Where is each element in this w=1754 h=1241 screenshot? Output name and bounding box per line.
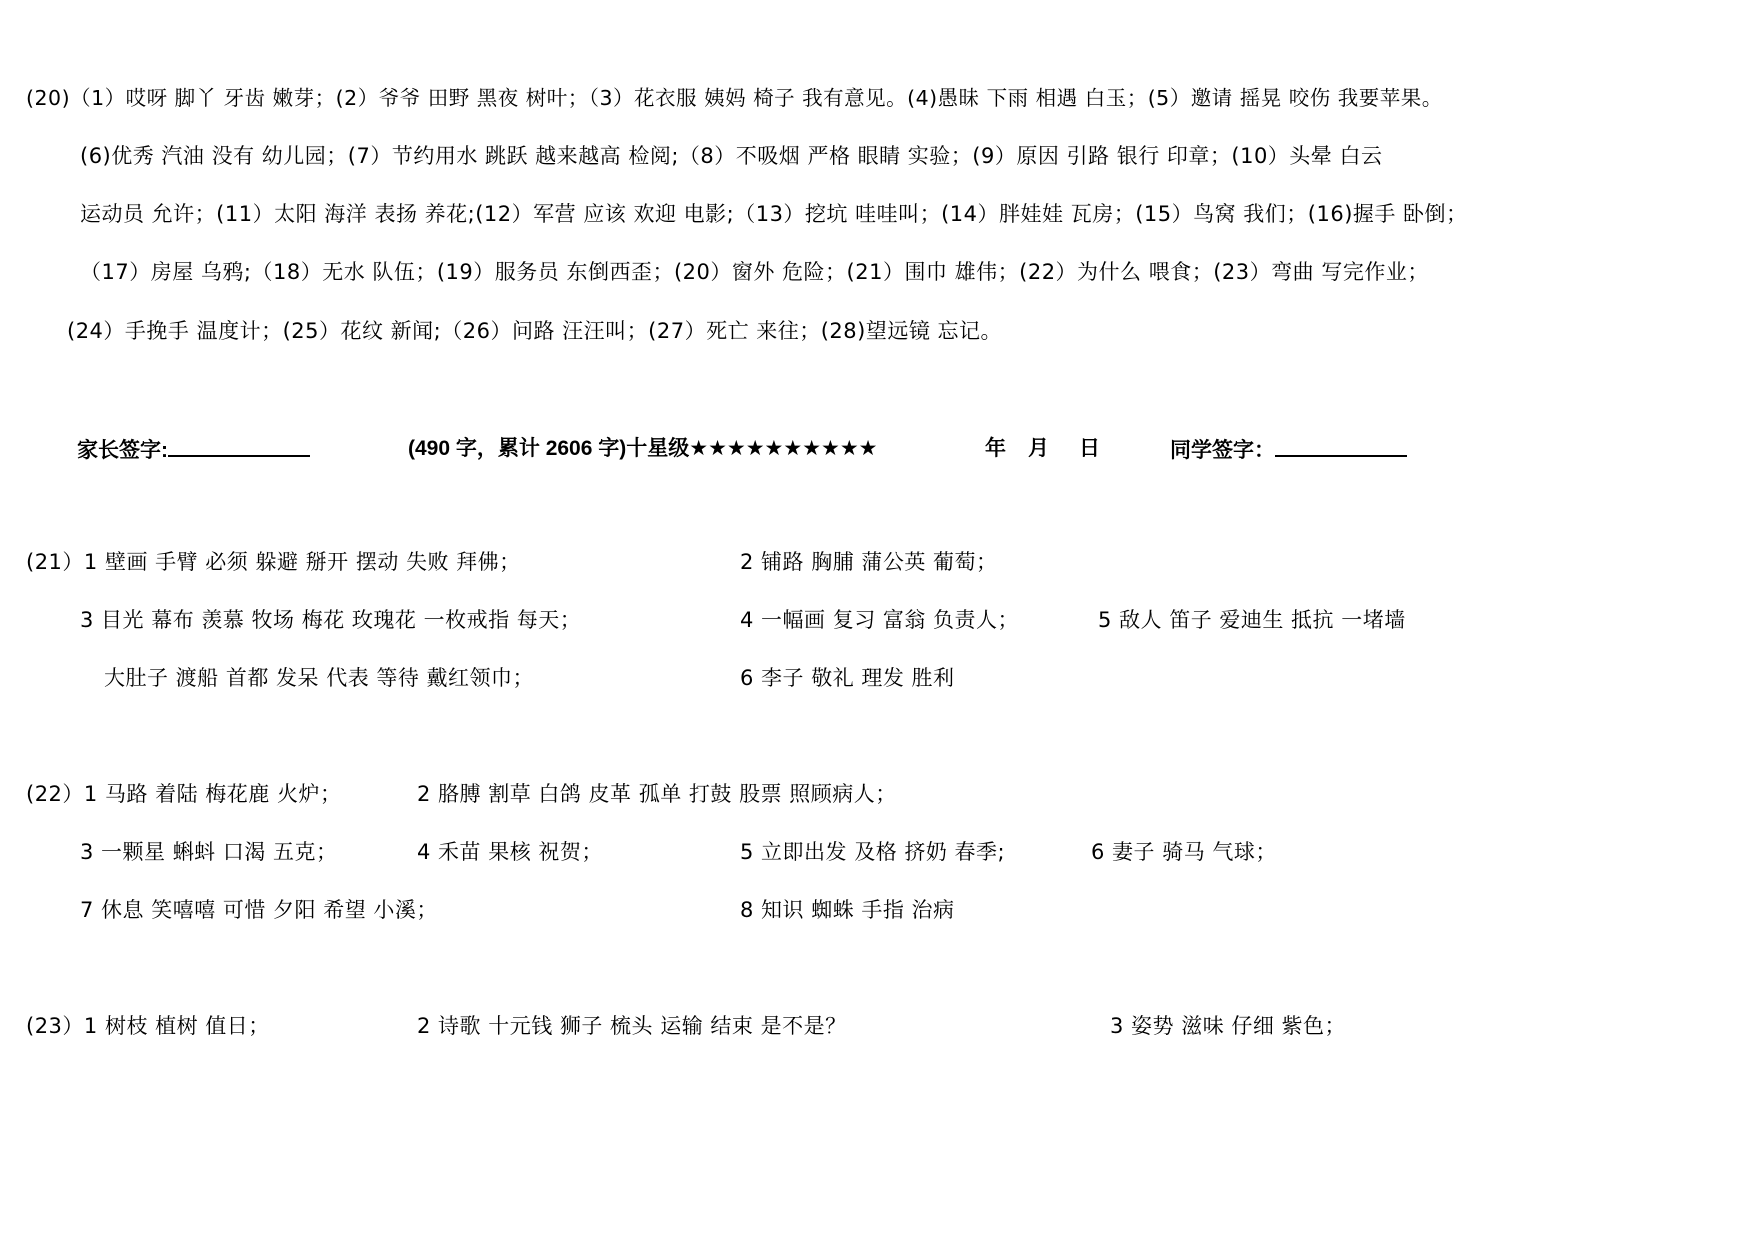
section-21-group-4: 4 一幅画 复习 富翁 负责人； <box>740 608 1020 632</box>
classmate-signature-blank[interactable] <box>1275 435 1407 457</box>
parent-signature-label: 家长签字: <box>77 439 168 462</box>
section-23-group-3: 3 姿势 滋味 仔细 紫色； <box>1110 1014 1347 1038</box>
section-22-group-1: (22）1 马路 着陆 梅花鹿 火炉； <box>26 782 342 806</box>
section-20-line-4: （17）房屋 乌鸦;（18）无水 队伍；(19）服务员 东倒西歪；(20）窗外 危险；(21）围巾 雄伟；(22）为什么 喂食；(23）弯曲 写完作业； <box>80 260 1429 284</box>
section-22-group-8: 8 知识 蜘蛛 手指 治病 <box>740 898 955 922</box>
section-21-group-2: 2 铺路 胸脯 蒲公英 葡萄； <box>740 550 998 574</box>
section-21-group-1: (21）1 壁画 手臂 必须 躲避 掰开 摆动 失败 拜佛； <box>26 550 521 574</box>
section-22-group-2: 2 胳膊 割草 白鸽 皮革 孤单 打鼓 股票 照顾病人； <box>417 782 897 806</box>
classmate-signature <box>1170 435 1407 465</box>
section-22-group-4: 4 禾苗 果核 祝贺； <box>417 840 603 864</box>
section-23-group-1: (23）1 树枝 植树 值日； <box>26 1014 270 1038</box>
section-20-line-3: 运动员 允许；(11）太阳 海洋 表扬 养花;(12）军营 应该 欢迎 电影;（13）挖坑 哇哇叫；(14）胖娃娃 瓦房；(15）鸟窝 我们；(16)握手 卧倒； <box>80 202 1468 226</box>
classmate-signature-label: 同学签字： <box>1170 439 1275 462</box>
section-23-group-2: 2 诗歌 十元钱 狮子 梳头 运输 结束 是不是？ <box>417 1014 847 1038</box>
parent-signature-blank[interactable] <box>168 435 310 457</box>
section-22-group-7: 7 休息 笑嘻嘻 可惜 夕阳 希望 小溪； <box>80 898 438 922</box>
date-day: 日 <box>1079 437 1100 460</box>
section-22-group-5: 5 立即出发 及格 挤奶 春季; <box>740 840 1006 864</box>
section-20-line-2: (6)优秀 汽油 没有 幼儿园；(7）节约用水 跳跃 越来越高 检阅;（8）不吸烟 严格 眼睛 实验；(9）原因 引路 银行 印章；(10）头晕 白云 <box>80 144 1383 168</box>
date-year: 年 <box>985 437 1006 460</box>
section-21-group-5: 5 敌人 笛子 爱迪生 抵抗 一堵墙 <box>1098 608 1406 632</box>
section-21-group-5-cont: 大肚子 渡船 首都 发呆 代表 等待 戴红领巾； <box>104 666 535 690</box>
section-22-group-3: 3 一颗星 蝌蚪 口渴 五克； <box>80 840 338 864</box>
section-20-line-1: (20)（1）哎呀 脚丫 牙齿 嫩芽；(2）爷爷 田野 黑夜 树叶；（3）花衣服 姨妈 椅子 我有意见。(4)愚昧 下雨 相遇 白玉；(5）邀请 摇晃 咬伤 我要苹果。 <box>26 86 1443 110</box>
word-count-summary: (490 字，累计 2606 字)十星级★★★★★★★★★★ <box>408 437 878 460</box>
section-22-group-6: 6 妻子 骑马 气球； <box>1091 840 1277 864</box>
section-21-group-3: 3 目光 幕布 羡慕 牧场 梅花 玫瑰花 一枚戒指 每天； <box>80 608 582 632</box>
date-month: 月 <box>1028 437 1049 460</box>
parent-signature <box>77 435 310 465</box>
section-20-line-5: (24）手挽手 温度计；(25）花纹 新闻;（26）问路 汪汪叫；(27）死亡 来往；(28)望远镜 忘记。 <box>67 319 1003 343</box>
section-21-group-6: 6 李子 敬礼 理发 胜利 <box>740 666 955 690</box>
